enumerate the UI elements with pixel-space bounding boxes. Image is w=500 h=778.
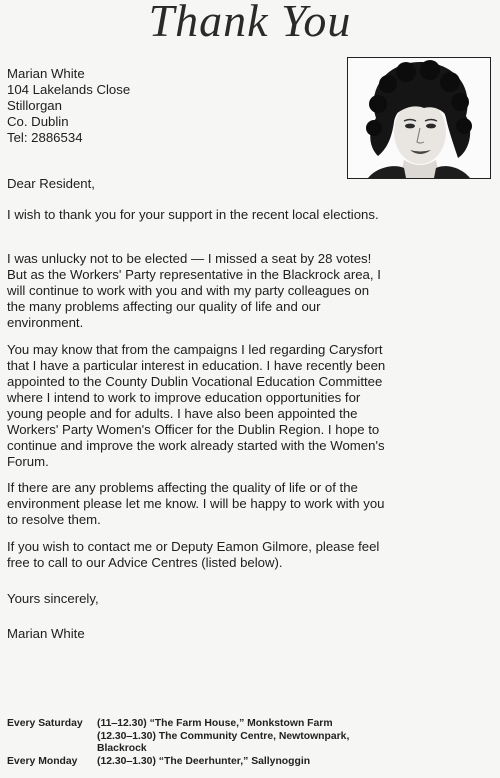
paragraph-line: young people and for adults. I have also been appointed the bbox=[7, 406, 358, 421]
salutation: Dear Resident, bbox=[7, 176, 95, 191]
paragraph-line: will continue to work with you and with my party colleagues on bbox=[7, 283, 370, 298]
advice-centre-row bbox=[7, 718, 497, 731]
paragraph-problems bbox=[7, 480, 497, 528]
paragraph-line: where I intend to work to improve education opportunities for bbox=[7, 390, 361, 405]
address-line: Stillorgan bbox=[7, 98, 62, 113]
paragraph-line: If there are any problems affecting the quality of life or of the bbox=[7, 480, 358, 495]
paragraph-line: that I have a particular interest in education. I have recently been bbox=[7, 358, 386, 373]
portrait-icon bbox=[348, 58, 490, 178]
paragraph-line: environment. bbox=[7, 315, 84, 330]
advice-location: Blackrock bbox=[97, 743, 147, 754]
paragraph-line: If you wish to contact me or Deputy Eamon Gilmore, please feel bbox=[7, 539, 380, 554]
advice-location: (11‒12.30) “The Farm House,” Monkstown Farm bbox=[97, 718, 333, 729]
paragraph-line: the many problems affecting our quality of life and our bbox=[7, 299, 321, 314]
paragraph-line: environment please let me know. I will be happy to work with you bbox=[7, 496, 385, 511]
advice-centre-row bbox=[7, 731, 497, 744]
address-line: Tel: 2886534 bbox=[7, 130, 83, 145]
address-line: 104 Lakelands Close bbox=[7, 82, 131, 97]
paragraph-line: to resolve them. bbox=[7, 512, 101, 527]
paragraph-contact bbox=[7, 539, 497, 571]
sender-address bbox=[7, 66, 327, 146]
closing: Yours sincerely, bbox=[7, 591, 99, 606]
paragraph-line: free to call to our Advice Centres (listed below). bbox=[7, 555, 283, 570]
letter-title: Thank You bbox=[148, 0, 352, 46]
advice-centre-row bbox=[7, 756, 497, 769]
paragraph-line: appointed to the County Dublin Vocational Education Committee bbox=[7, 374, 383, 389]
advice-location: (12.30‒1.30) “The Deerhunter,” Sallynoggin bbox=[97, 755, 311, 767]
paragraph-line: I was unlucky not to be elected — I missed a seat by 28 votes! bbox=[7, 251, 372, 266]
paragraph-education bbox=[7, 342, 497, 470]
advice-day: Every Saturday bbox=[7, 718, 83, 729]
advice-day: Every Monday bbox=[7, 755, 78, 767]
address-line: Co. Dublin bbox=[7, 114, 69, 129]
advice-location: (12.30‒1.30) The Community Centre, Newtownpark, bbox=[97, 730, 350, 742]
paragraph-election bbox=[7, 251, 497, 331]
advice-centre-row bbox=[7, 743, 497, 756]
paragraph-line: continue and improve the work already started with the Women's bbox=[7, 438, 385, 453]
signature: Marian White bbox=[7, 626, 85, 641]
paragraph-line: But as the Workers' Party representative in the Blackrock area, I bbox=[7, 267, 381, 282]
paragraph-line: You may know that from the campaigns I led regarding Carysfort bbox=[7, 342, 383, 357]
paragraph-line: Workers' Party Women's Officer for the Dublin Region. I hope to bbox=[7, 422, 380, 437]
paragraph-thanks bbox=[7, 207, 497, 223]
paragraph-line: I wish to thank you for your support in the recent local elections. bbox=[7, 207, 379, 222]
address-line: Marian White bbox=[7, 66, 85, 81]
advice-centres-list bbox=[7, 718, 497, 768]
paragraph-line: Forum. bbox=[7, 454, 49, 469]
portrait-photo bbox=[347, 57, 491, 179]
